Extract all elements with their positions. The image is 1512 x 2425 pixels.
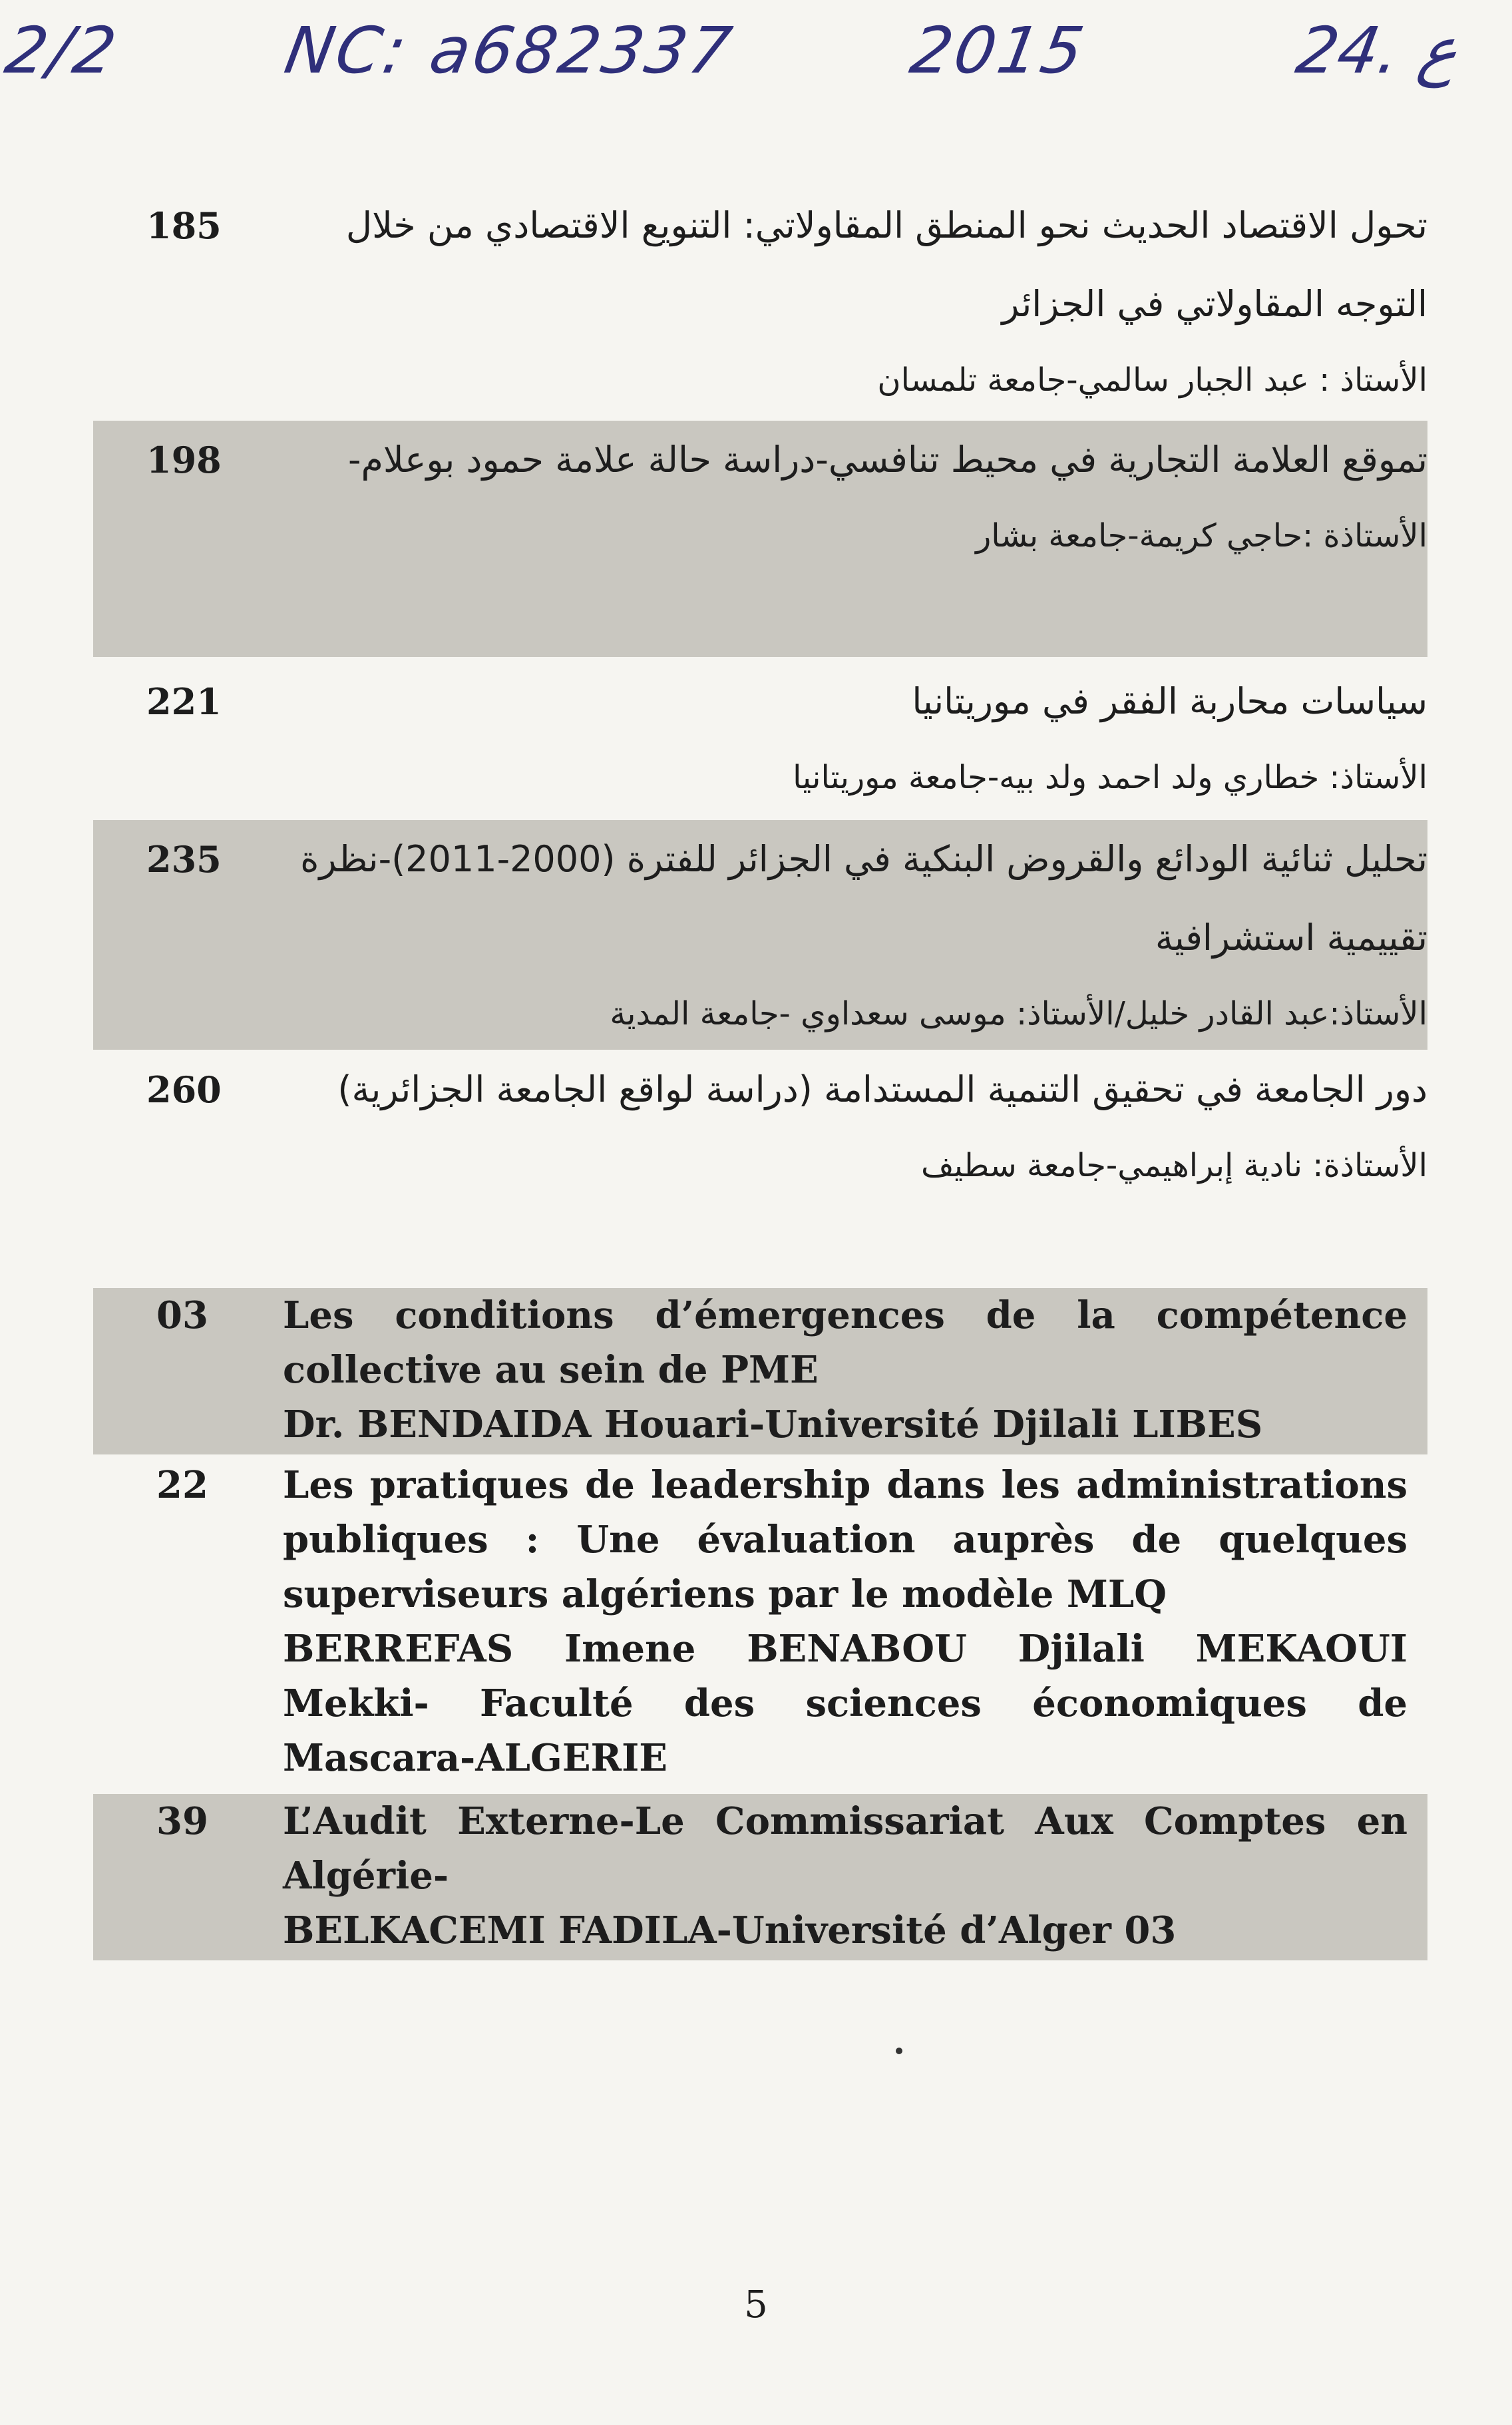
handwritten-note: 24. ع xyxy=(1291,13,1465,88)
toc-title: Les conditions d’émergences de la compétence collective au sein de PME xyxy=(283,1293,1408,1392)
toc-title: Les pratiques de leadership dans les administrations publiques : Une évaluation auprès de quelques superviseurs algériens par le modèle MLQ xyxy=(283,1463,1408,1616)
toc-author: BERREFAS Imene BENABOU Djilali MEKAOUI Mekki- Faculté des sciences économiques de Mascara-ALGERIE xyxy=(283,1627,1408,1780)
ink-dot xyxy=(896,2048,902,2054)
toc-entry xyxy=(93,1794,1427,1960)
toc-entry xyxy=(93,662,1427,819)
handwritten-note: NC: a682337 xyxy=(280,13,739,88)
toc-entry xyxy=(93,186,1427,413)
toc-page-number: 185 xyxy=(146,204,222,247)
toc-author: Dr. BENDAIDA Houari-Université Djilali LIBES xyxy=(283,1403,1263,1446)
toc-entry xyxy=(93,1288,1427,1454)
toc-title: تموقع العلامة التجارية في محيط تنافسي-دراسة حالة علامة حمود بوعلام- xyxy=(347,439,1427,481)
toc-author: الأستاذة: نادية إبراهيمي-جامعة سطيف xyxy=(920,1147,1427,1184)
toc-author: الأستاذ : عبد الجبار سالمي-جامعة تلمسان xyxy=(877,361,1427,399)
handwritten-note: 2015 xyxy=(905,13,1092,88)
toc-page-number: 39 xyxy=(156,1799,208,1843)
page-number: 5 xyxy=(744,2283,768,2326)
toc-title: L’Audit Externe-Le Commissariat Aux Comptes en Algérie- xyxy=(283,1799,1408,1898)
toc-page-number: 260 xyxy=(146,1068,222,1111)
toc-entry xyxy=(93,1458,1427,1791)
toc-author: BELKACEMI FADILA-Université d’Alger 03 xyxy=(283,1908,1177,1952)
toc-page-number: 198 xyxy=(146,439,222,481)
toc-entry xyxy=(93,820,1427,1050)
toc-title: دور الجامعة في تحقيق التنمية المستدامة (دراسة لواقع الجامعة الجزائرية) xyxy=(337,1068,1427,1110)
toc-page-number: 221 xyxy=(146,680,222,723)
toc-author: الأستاذ:عبد القادر خليل/الأستاذ: موسى سعداوي -جامعة المدية xyxy=(610,995,1427,1032)
toc-title: تحليل ثنائية الودائع والقروض البنكية في الجزائر للفترة (2000-2011)-نظرة تقييمية استشرافية xyxy=(300,838,1427,959)
handwritten-note: 2/2 xyxy=(0,13,124,88)
toc-entry xyxy=(93,1050,1427,1283)
toc-title: تحول الاقتصاد الحديث نحو المنطق المقاولاتي: التنويع الاقتصادي من خلال التوجه المقاولاتي في الجزائر xyxy=(345,204,1427,325)
toc-page-number: 235 xyxy=(146,838,222,881)
toc-author: الأستاذ: خطاري ولد احمد ولد بيه-جامعة موريتانيا xyxy=(793,759,1427,796)
toc-author: الأستاذة :حاجي كريمة-جامعة بشار xyxy=(976,517,1427,554)
toc-page-number: 03 xyxy=(156,1293,208,1337)
toc-page-number: 22 xyxy=(156,1463,208,1507)
toc-title: سياسات محاربة الفقر في موريتانيا xyxy=(912,680,1427,722)
toc-entry xyxy=(93,421,1427,657)
